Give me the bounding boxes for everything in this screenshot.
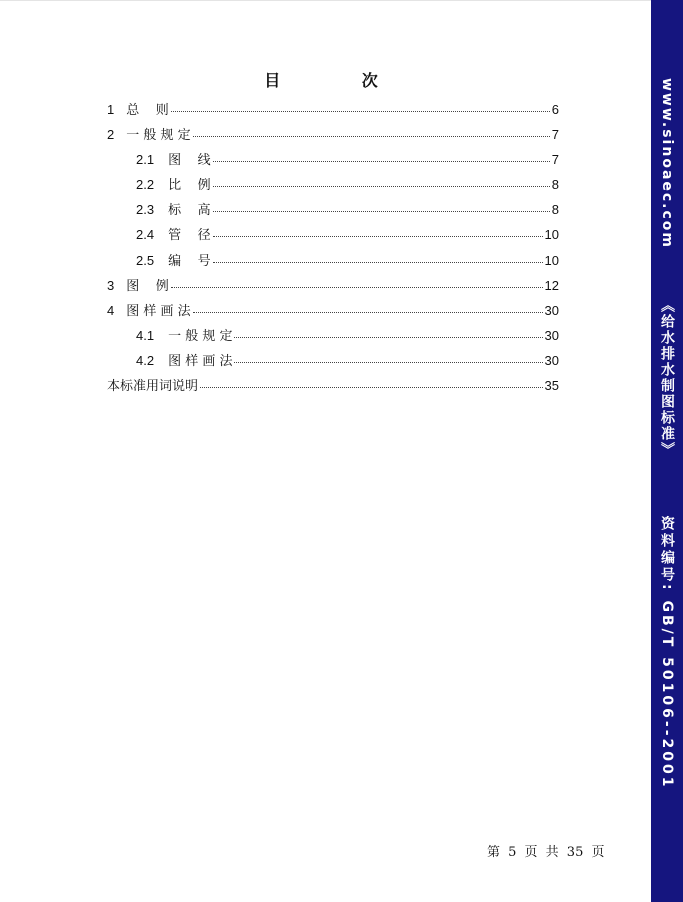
toc-dot-leader: [234, 324, 542, 338]
toc-entry[interactable]: [107, 175, 559, 200]
toc-entry-number: 2.1: [136, 152, 155, 168]
toc-dot-leader: [213, 173, 550, 187]
toc-dot-leader: [213, 148, 550, 162]
toc-entry-page: 10: [544, 252, 559, 268]
toc-dot-leader: [171, 274, 543, 288]
toc-dot-leader: [213, 249, 543, 263]
toc-entry[interactable]: [107, 301, 559, 326]
page-footer: 第 5 页 共 35 页: [487, 845, 605, 860]
toc-entry-number: 2.3: [136, 202, 155, 218]
toc-entry-number: 2.5: [136, 252, 155, 268]
toc-entry-page: 30: [544, 352, 559, 368]
toc-entry-label: 比 例: [168, 178, 211, 194]
toc-entry[interactable]: [107, 326, 559, 351]
toc-entry[interactable]: [107, 225, 559, 250]
toc-dot-leader: [171, 98, 550, 112]
toc-dot-leader: [234, 349, 542, 363]
toc-entry-label: 管 径: [168, 228, 211, 244]
toc-entry-number: 2.2: [136, 177, 155, 193]
top-divider: [0, 0, 651, 1]
toc-entry-label: 图 例: [126, 278, 169, 294]
toc-entry[interactable]: [107, 125, 559, 150]
toc-entry[interactable]: [107, 276, 559, 301]
toc-entry[interactable]: [107, 150, 559, 175]
toc-entry-number: 4.1: [136, 327, 155, 343]
toc-entry-number: 2: [107, 127, 115, 143]
toc-entry[interactable]: [107, 351, 559, 376]
sidebar-url[interactable]: www.sinoaec.com: [659, 78, 675, 250]
toc-entry[interactable]: [107, 100, 559, 125]
toc-entry-number: 4: [107, 302, 115, 318]
toc-entry-page: 30: [544, 327, 559, 343]
toc-entry-number: 4.2: [136, 352, 155, 368]
toc-entry-label: 一 般 规 定: [126, 128, 191, 144]
toc-entry-label: 图 样 画 法: [126, 303, 191, 319]
page-title: 目 次: [264, 71, 416, 90]
sidebar-title: 《给水排水制图标准》: [659, 298, 675, 458]
toc-entry-page: 7: [551, 127, 559, 143]
toc-entry-label: 本标准用词说明: [107, 379, 199, 395]
toc-entry-label: 一 般 规 定: [168, 328, 233, 344]
toc-entry-label: 标 高: [168, 203, 211, 219]
toc-entry[interactable]: [107, 251, 559, 276]
toc-entry-number: 3: [107, 277, 115, 293]
toc-entry[interactable]: [107, 376, 559, 401]
toc-entry-page: 8: [551, 177, 559, 193]
toc-entry-page: 35: [544, 378, 559, 394]
toc-entry-number: 1: [107, 102, 115, 117]
toc-dot-leader: [213, 198, 550, 212]
toc-entry-label: 图 样 画 法: [168, 353, 233, 369]
toc-entry-page: 30: [544, 302, 559, 318]
toc-dot-leader: [213, 223, 543, 237]
toc-dot-leader: [193, 299, 543, 313]
toc-entry-label: 图 线: [168, 153, 211, 169]
sidebar-document-code: 资料编号: GB/T 50106--2001: [659, 516, 675, 790]
toc-entry-page: 6: [551, 102, 559, 117]
toc-entry-number: 2.4: [136, 227, 155, 243]
toc-entry-page: 10: [544, 227, 559, 243]
toc-entry-page: 12: [544, 277, 559, 293]
sidebar-banner: [651, 0, 683, 902]
toc-dot-leader: [200, 374, 543, 388]
table-of-contents: [107, 100, 559, 401]
toc-entry-label: 编 号: [168, 253, 211, 269]
toc-entry-page: 7: [551, 152, 559, 168]
toc-dot-leader: [193, 123, 550, 137]
toc-entry-page: 8: [551, 202, 559, 218]
toc-entry-label: 总 则: [126, 103, 169, 118]
toc-entry[interactable]: [107, 200, 559, 225]
